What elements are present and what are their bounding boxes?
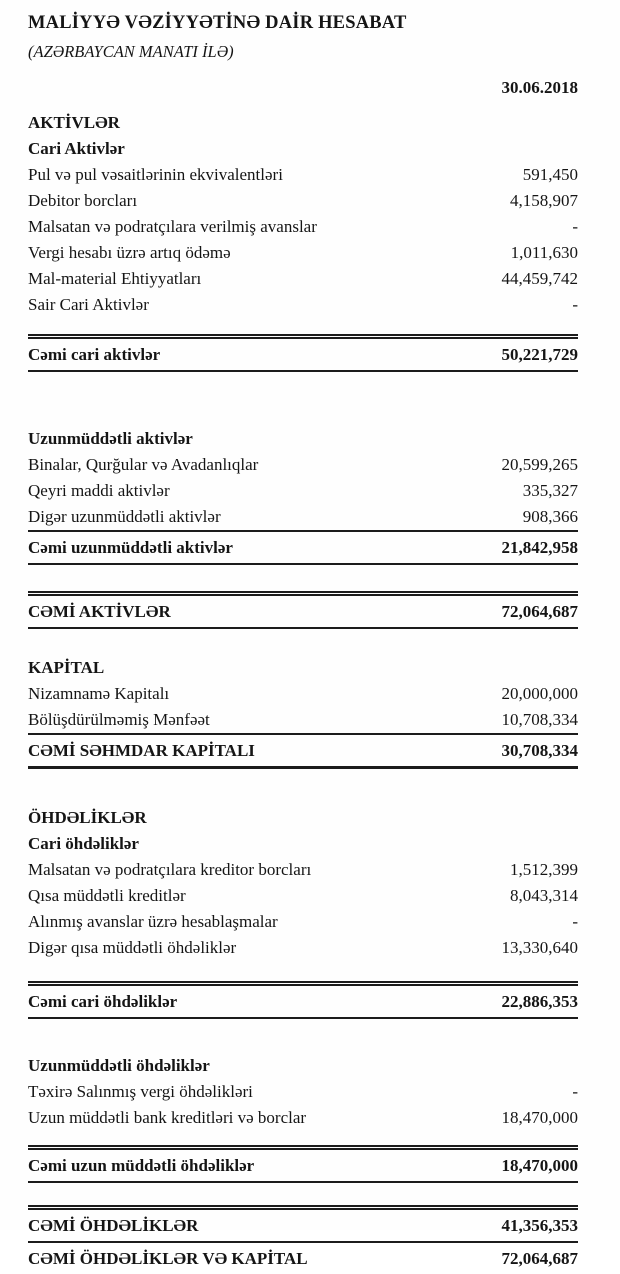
line-item-trade-payables bbox=[28, 857, 578, 883]
total-label: CƏMİ SƏHMDAR KAPİTALI bbox=[28, 741, 255, 760]
line-item-advances-given bbox=[28, 214, 578, 240]
line-item-retained-earnings bbox=[28, 707, 578, 733]
non-current-liabilities-header: Uzunmüddətli öhdəliklər bbox=[28, 1056, 210, 1075]
item-value: - bbox=[572, 912, 578, 931]
total-value: 72,064,687 bbox=[501, 602, 578, 621]
total-current-assets-row bbox=[28, 334, 578, 372]
item-label: Malsatan və podratçılara verilmiş avanslar bbox=[28, 217, 317, 236]
item-value: 10,708,334 bbox=[501, 710, 578, 729]
current-liabilities-header: Cari öhdəliklər bbox=[28, 834, 139, 853]
total-label: CƏMİ AKTİVLƏR bbox=[28, 602, 171, 621]
item-label: Nizamnamə Kapitalı bbox=[28, 684, 170, 703]
line-item-share-capital bbox=[28, 681, 578, 707]
item-value: 20,599,265 bbox=[501, 455, 578, 474]
total-non-current-assets-row bbox=[28, 530, 578, 565]
item-label: Pul və pul vəsaitlərinin ekvivalentləri bbox=[28, 165, 283, 184]
item-label: Bölüşdürülməmiş Mənfəət bbox=[28, 710, 210, 729]
total-current-liabilities-row bbox=[28, 981, 578, 1019]
liabilities-section-header: ÖHDƏLİKLƏR bbox=[28, 808, 147, 827]
assets-section-header: AKTİVLƏR bbox=[28, 113, 120, 132]
total-liabilities-row bbox=[28, 1205, 578, 1243]
line-item-cash bbox=[28, 162, 578, 188]
total-assets-row bbox=[28, 591, 578, 629]
item-label: Alınmış avanslar üzrə hesablaşmalar bbox=[28, 912, 278, 931]
item-value: 1,512,399 bbox=[510, 860, 578, 879]
currency-note: (AZƏRBAYCAN MANATI İLƏ) bbox=[28, 42, 234, 61]
total-label: Cəmi cari öhdəliklər bbox=[28, 992, 178, 1011]
line-item-intangibles bbox=[28, 478, 578, 504]
item-label: Təxirə Salınmış vergi öhdəlikləri bbox=[28, 1082, 253, 1101]
item-label: Malsatan və podratçılara kreditor borcları bbox=[28, 860, 312, 879]
total-label: CƏMİ ÖHDƏLİKLƏR bbox=[28, 1216, 199, 1235]
line-item-other-non-current-assets bbox=[28, 504, 578, 530]
line-item-long-term-bank-loans bbox=[28, 1105, 578, 1131]
total-equity-row bbox=[28, 733, 578, 769]
item-value: 44,459,742 bbox=[501, 269, 578, 288]
line-item-ppe bbox=[28, 452, 578, 478]
item-label: Binalar, Qurğular və Avadanlıqlar bbox=[28, 455, 259, 474]
total-liabilities-and-equity-row bbox=[28, 1243, 578, 1274]
total-value: 50,221,729 bbox=[501, 345, 578, 364]
line-item-deferred-tax bbox=[28, 1079, 578, 1105]
item-value: - bbox=[572, 1082, 578, 1101]
item-label: Debitor borcları bbox=[28, 191, 138, 210]
line-item-receivables bbox=[28, 188, 578, 214]
item-label: Digər qısa müddətli öhdəliklər bbox=[28, 938, 237, 957]
item-value: 1,011,630 bbox=[510, 243, 578, 262]
item-value: 20,000,000 bbox=[501, 684, 578, 703]
total-label: CƏMİ ÖHDƏLİKLƏR VƏ KAPİTAL bbox=[28, 1249, 308, 1268]
item-value: 4,158,907 bbox=[510, 191, 578, 210]
item-label: Vergi hesabı üzrə artıq ödəmə bbox=[28, 243, 231, 262]
item-value: 8,043,314 bbox=[510, 886, 578, 905]
item-value: 908,366 bbox=[522, 507, 578, 526]
line-item-inventory bbox=[28, 266, 578, 292]
current-assets-header: Cari Aktivlər bbox=[28, 139, 125, 158]
non-current-assets-header: Uzunmüddətli aktivlər bbox=[28, 429, 193, 448]
item-value: 591,450 bbox=[522, 165, 578, 184]
total-label: Cəmi uzun müddətli öhdəliklər bbox=[28, 1156, 255, 1175]
item-label: Digər uzunmüddətli aktivlər bbox=[28, 507, 221, 526]
item-label: Sair Cari Aktivlər bbox=[28, 295, 149, 314]
total-value: 72,064,687 bbox=[501, 1249, 578, 1268]
total-label: Cəmi cari aktivlər bbox=[28, 345, 161, 364]
equity-section-header: KAPİTAL bbox=[28, 658, 105, 677]
item-value: 13,330,640 bbox=[501, 938, 578, 957]
item-value: 335,327 bbox=[522, 481, 578, 500]
line-item-advances-received bbox=[28, 909, 578, 935]
total-value: 21,842,958 bbox=[501, 538, 578, 557]
line-item-short-term-loans bbox=[28, 883, 578, 909]
total-non-current-liabilities-row bbox=[28, 1145, 578, 1183]
item-value: - bbox=[572, 295, 578, 314]
total-value: 41,356,353 bbox=[501, 1216, 578, 1235]
total-value: 18,470,000 bbox=[501, 1156, 578, 1175]
line-item-tax-overpayment bbox=[28, 240, 578, 266]
total-value: 30,708,334 bbox=[501, 741, 578, 760]
item-value: - bbox=[572, 217, 578, 236]
total-value: 22,886,353 bbox=[501, 992, 578, 1011]
page-title: MALİYYƏ VƏZİYYƏTİNƏ DAİR HESABAT bbox=[28, 13, 407, 33]
item-label: Qeyri maddi aktivlər bbox=[28, 481, 170, 500]
item-value: 18,470,000 bbox=[501, 1108, 578, 1127]
item-label: Mal-material Ehtiyyatları bbox=[28, 269, 202, 288]
item-label: Qısa müddətli kreditlər bbox=[28, 886, 186, 905]
item-label: Uzun müddətli bank kreditləri və borclar bbox=[28, 1108, 307, 1127]
line-item-other-current-liabilities bbox=[28, 935, 578, 961]
line-item-other-current-assets bbox=[28, 292, 578, 318]
report-date: 30.06.2018 bbox=[501, 78, 578, 97]
total-label: Cəmi uzunmüddətli aktivlər bbox=[28, 538, 233, 557]
